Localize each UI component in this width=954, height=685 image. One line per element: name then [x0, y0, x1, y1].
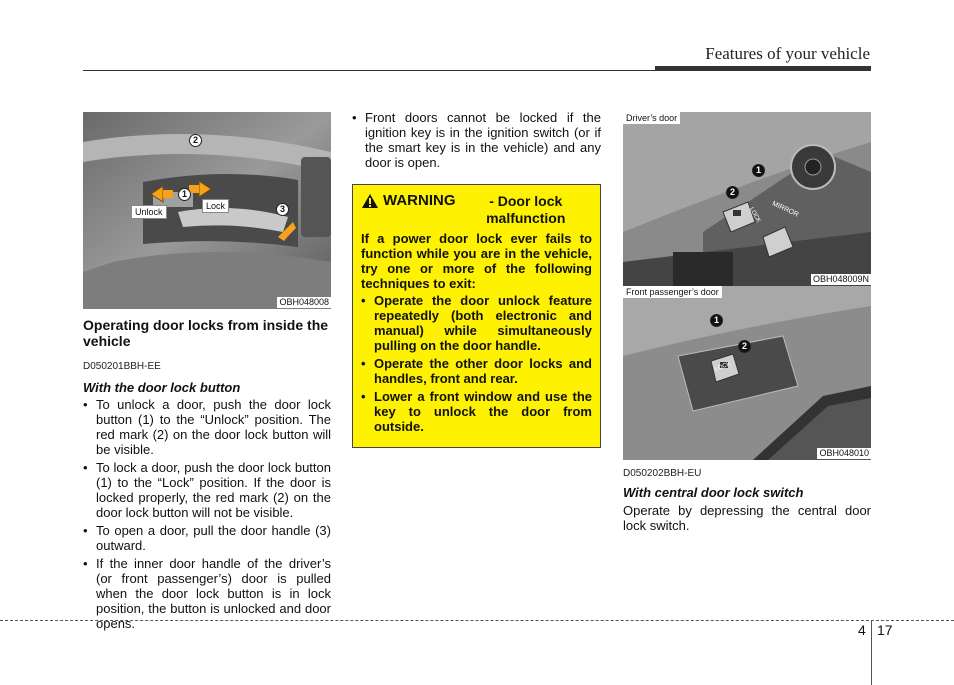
driver-door-illustration	[623, 112, 871, 286]
mirror-label: MIRROR	[770, 200, 800, 219]
bullet-list	[352, 110, 601, 170]
column-middle	[352, 110, 601, 448]
subheading: With the door lock button	[83, 380, 241, 395]
column-left	[83, 112, 331, 634]
list-item: • To open a door, pull the door handle (3) outward.	[83, 523, 331, 553]
passenger-door-switch-photo	[623, 286, 871, 460]
image-code: OBH048008	[279, 297, 329, 307]
bullet-list	[83, 397, 331, 631]
body-text: Operate by depressing the central door lock switch.	[623, 503, 871, 533]
chapter-number: 4	[858, 622, 866, 638]
image-code: OBH048009N	[812, 274, 869, 284]
section-code: D050202BBH-EU	[623, 468, 702, 479]
passenger-door-label: Front passenger’s door	[623, 286, 722, 298]
callout-1: 1	[752, 164, 765, 177]
warning-title	[361, 193, 592, 227]
warning-topic: - Door lock malfunction	[486, 193, 566, 226]
column-right	[623, 112, 871, 533]
page-header-title: Features of your vehicle	[705, 44, 870, 63]
list-item: • To lock a door, push the door lock button (1) to the “Lock” position. If the door is locked properly, the red mark (2) on the door lock button will not be visible.	[83, 460, 331, 520]
list-item: • If the inner door handle of the driver’s (or front passenger’s) door is pulled when the door lock button is in lock position, the button is unlocked and door opens.	[83, 556, 331, 631]
header-bar	[655, 66, 871, 71]
warning-list	[361, 293, 592, 434]
warning-word: WARNING	[383, 192, 456, 209]
unlock-label: Unlock	[131, 205, 167, 219]
footer-rule	[0, 620, 954, 621]
callout-2: 2	[189, 134, 202, 147]
driver-door-switch-photo	[623, 112, 871, 286]
warning-intro: If a power door lock ever fails to function while you are in the vehicle, try one or more of the following techniques to exit:	[361, 231, 592, 291]
list-item: • To unlock a door, push the door lock button (1) to the “Unlock” position. The red mark (2) on the door lock button will be visible.	[83, 397, 331, 457]
warning-box	[352, 184, 601, 448]
footer-divider	[871, 620, 872, 685]
list-item: • Operate the door unlock feature repeatedly (both electronic and manual) while simultaneously pulling on the door handle.	[361, 293, 592, 353]
section-heading: Operating door locks from inside the vehicle	[83, 317, 329, 349]
door-lock-button-photo	[83, 112, 331, 309]
list-item: • Operate the other door locks and handles, front and rear.	[361, 356, 592, 386]
callout-2: 2	[738, 340, 751, 353]
lock-switch-label: LOCK	[747, 206, 762, 224]
lock-switch-label: LOCK	[714, 361, 732, 373]
list-item: • Front doors cannot be locked if the ignition key is in the ignition switch (or if the smart key is in the vehicle) and any door is open.	[352, 110, 601, 170]
driver-door-label: Driver’s door	[623, 112, 680, 124]
callout-2: 2	[726, 186, 739, 199]
list-item: • Lower a front window and use the key to unlock the door from outside.	[361, 389, 592, 434]
callout-1: 1	[710, 314, 723, 327]
image-code: OBH048010	[819, 448, 869, 458]
section-code: D050201BBH-EE	[83, 361, 161, 372]
callout-3: 3	[276, 203, 289, 216]
page-number: 17	[877, 622, 893, 638]
warning-triangle-icon	[361, 193, 379, 209]
callout-1: 1	[178, 188, 191, 201]
passenger-door-illustration	[623, 286, 871, 460]
subheading: With central door lock switch	[623, 485, 804, 500]
lock-label: Lock	[202, 199, 229, 213]
